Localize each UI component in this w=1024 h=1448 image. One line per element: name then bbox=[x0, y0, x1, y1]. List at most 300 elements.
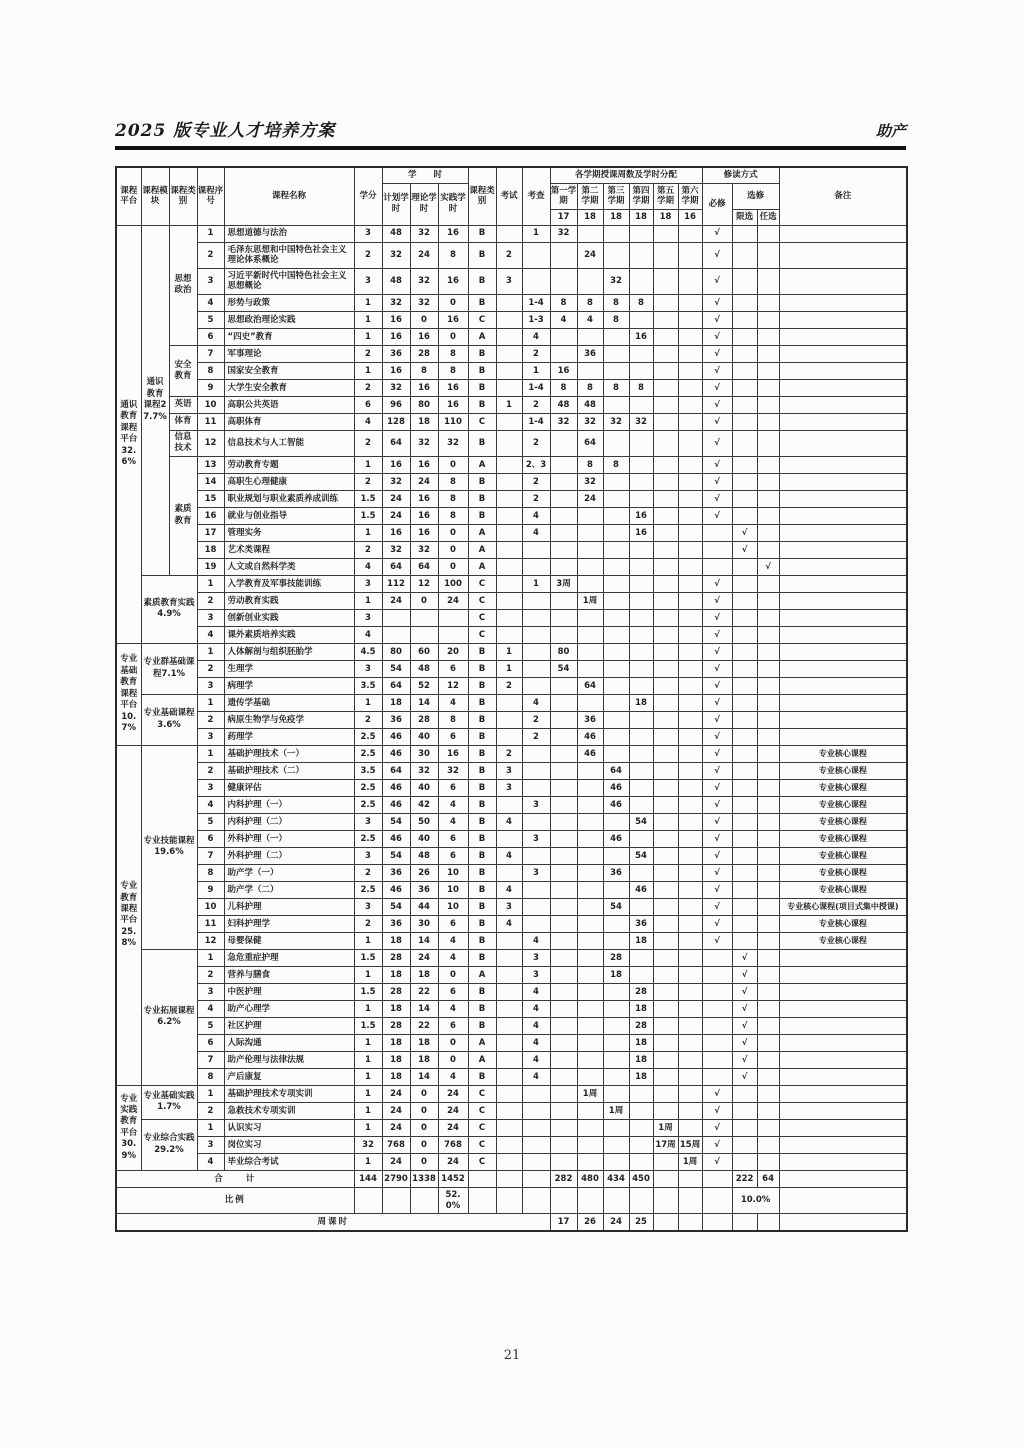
required-mark-cell: √ bbox=[702, 346, 732, 363]
exam-semester-cell bbox=[496, 1034, 522, 1051]
semester-hours-cell bbox=[653, 558, 678, 575]
semester-hours-cell bbox=[653, 694, 678, 711]
required-mark-cell: √ bbox=[702, 694, 732, 711]
optional-mark-cell bbox=[757, 1034, 779, 1051]
remark-cell: 专业核心课程 bbox=[779, 932, 907, 949]
course-row bbox=[116, 864, 907, 881]
limited-mark-cell bbox=[732, 711, 757, 728]
course-type-cell: B bbox=[468, 346, 496, 363]
limited-mark-cell bbox=[732, 473, 757, 490]
course-name-cell: 课外素质培养实践 bbox=[224, 626, 354, 643]
course-row bbox=[116, 225, 907, 242]
course-type-cell: B bbox=[468, 711, 496, 728]
total-semester-cell: 480 bbox=[577, 1170, 603, 1187]
practice-hours-cell: 6 bbox=[438, 915, 468, 932]
semester-hours-cell bbox=[550, 677, 577, 694]
planned-hours-cell: 16 bbox=[382, 329, 410, 346]
semester-hours-cell bbox=[678, 1085, 702, 1102]
semester-hours-cell bbox=[653, 1017, 678, 1034]
seq-cell: 1 bbox=[197, 1085, 224, 1102]
practice-hours-cell: 16 bbox=[438, 268, 468, 294]
check-semester-cell: 1-4 bbox=[522, 380, 550, 397]
practice-hours-cell: 4 bbox=[438, 694, 468, 711]
required-mark-cell bbox=[702, 541, 732, 558]
semester-hours-cell bbox=[678, 507, 702, 524]
course-name-cell: 高职体育 bbox=[224, 414, 354, 431]
header-rule bbox=[115, 146, 906, 150]
practice-hours-cell: 16 bbox=[438, 225, 468, 242]
optional-mark-cell bbox=[757, 1051, 779, 1068]
required-mark-cell: √ bbox=[702, 268, 732, 294]
remark-cell: 专业核心课程 bbox=[779, 864, 907, 881]
semester-hours-cell bbox=[653, 312, 678, 329]
seq-cell: 1 bbox=[197, 949, 224, 966]
limited-mark-cell bbox=[732, 490, 757, 507]
semester-hours-cell bbox=[550, 779, 577, 796]
practice-hours-cell: 0 bbox=[438, 1051, 468, 1068]
check-semester-cell bbox=[522, 915, 550, 932]
limited-mark-cell bbox=[732, 346, 757, 363]
col-header-semester-4: 第四学期 bbox=[629, 183, 653, 209]
limited-mark-cell bbox=[732, 312, 757, 329]
course-name-cell: 高职公共英语 bbox=[224, 397, 354, 414]
credits-cell: 1 bbox=[354, 524, 382, 541]
required-mark-cell: √ bbox=[702, 898, 732, 915]
semester-hours-cell bbox=[603, 346, 629, 363]
semester-hours-cell bbox=[678, 728, 702, 745]
practice-hours-cell: 24 bbox=[438, 1153, 468, 1170]
semester-hours-cell bbox=[629, 1119, 653, 1136]
exam-semester-cell: 4 bbox=[496, 915, 522, 932]
semester-hours-cell bbox=[577, 541, 603, 558]
cell bbox=[496, 1170, 522, 1187]
planned-hours-cell: 28 bbox=[382, 949, 410, 966]
limited-mark-cell bbox=[732, 643, 757, 660]
course-type-cell: B bbox=[468, 898, 496, 915]
module-cell: 专业群基础课程7.1% bbox=[141, 643, 197, 694]
planned-hours-cell: 48 bbox=[382, 268, 410, 294]
required-mark-cell: √ bbox=[702, 575, 732, 592]
semester-hours-cell bbox=[653, 414, 678, 431]
theory-hours-cell: 30 bbox=[410, 745, 438, 762]
course-name-cell: 大学生安全教育 bbox=[224, 380, 354, 397]
course-type-cell: B bbox=[468, 1017, 496, 1034]
semester-hours-cell bbox=[577, 1153, 603, 1170]
limited-mark-cell bbox=[732, 431, 757, 457]
total-limited-cell: 222 bbox=[732, 1170, 757, 1187]
weekly-semester-cell: 25 bbox=[629, 1214, 653, 1231]
semester-hours-cell bbox=[603, 847, 629, 864]
exam-semester-cell bbox=[496, 414, 522, 431]
required-mark-cell: √ bbox=[702, 830, 732, 847]
semester-hours-cell bbox=[678, 932, 702, 949]
course-type-cell: A bbox=[468, 524, 496, 541]
semester-hours-cell bbox=[653, 225, 678, 242]
semester-hours-cell bbox=[653, 728, 678, 745]
theory-hours-cell: 0 bbox=[410, 1102, 438, 1119]
course-row bbox=[116, 490, 907, 507]
course-name-cell: 药理学 bbox=[224, 728, 354, 745]
course-name-cell: 管理实务 bbox=[224, 524, 354, 541]
seq-cell: 2 bbox=[197, 592, 224, 609]
theory-hours-cell: 30 bbox=[410, 915, 438, 932]
semester-hours-cell bbox=[577, 898, 603, 915]
col-header-semester-3: 第三学期 bbox=[603, 183, 629, 209]
course-name-cell: 认识实习 bbox=[224, 1119, 354, 1136]
exam-semester-cell bbox=[496, 796, 522, 813]
seq-cell: 8 bbox=[197, 864, 224, 881]
check-semester-cell bbox=[522, 1085, 550, 1102]
optional-mark-cell bbox=[757, 312, 779, 329]
exam-semester-cell: 3 bbox=[496, 779, 522, 796]
semester-hours-cell bbox=[629, 346, 653, 363]
planned-hours-cell: 18 bbox=[382, 1068, 410, 1085]
category-cell: 素质教育 bbox=[169, 456, 197, 575]
semester-hours-cell bbox=[653, 541, 678, 558]
cell bbox=[496, 1187, 522, 1213]
seq-cell: 19 bbox=[197, 558, 224, 575]
remark-cell: 专业核心课程 bbox=[779, 915, 907, 932]
semester-hours-cell: 18 bbox=[629, 1068, 653, 1085]
check-semester-cell bbox=[522, 609, 550, 626]
module-cell: 通识教育课程27.7% bbox=[141, 225, 169, 575]
check-semester-cell: 2 bbox=[522, 490, 550, 507]
optional-mark-cell bbox=[757, 609, 779, 626]
platform-cell: 专业教育课程平台25.8% bbox=[116, 745, 141, 1085]
module-cell: 专业技能课程19.6% bbox=[141, 745, 197, 949]
col-header-study-mode: 修读方式 bbox=[702, 167, 779, 183]
seq-cell: 17 bbox=[197, 524, 224, 541]
practice-hours-cell: 4 bbox=[438, 932, 468, 949]
check-semester-cell: 4 bbox=[522, 524, 550, 541]
course-type-cell: C bbox=[468, 312, 496, 329]
semester-hours-cell: 48 bbox=[550, 397, 577, 414]
semester-hours-cell bbox=[678, 397, 702, 414]
module-cell: 专业基础课程3.6% bbox=[141, 694, 197, 745]
semester-hours-cell bbox=[603, 1085, 629, 1102]
category-cell: 思想政治 bbox=[169, 225, 197, 346]
theory-hours-cell: 18 bbox=[410, 966, 438, 983]
semester-hours-cell bbox=[603, 473, 629, 490]
semester-hours-cell: 1周 bbox=[577, 1085, 603, 1102]
total-credits-cell: 144 bbox=[354, 1170, 382, 1187]
semester-hours-cell bbox=[550, 1068, 577, 1085]
semester-hours-cell bbox=[603, 592, 629, 609]
practice-hours-cell: 16 bbox=[438, 745, 468, 762]
semester-weeks-2: 18 bbox=[577, 209, 603, 225]
seq-cell: 8 bbox=[197, 1068, 224, 1085]
seq-cell: 9 bbox=[197, 380, 224, 397]
page-number: 21 bbox=[503, 1348, 521, 1363]
optional-mark-cell bbox=[757, 346, 779, 363]
optional-mark-cell: √ bbox=[757, 558, 779, 575]
semester-hours-cell bbox=[629, 898, 653, 915]
course-type-cell: C bbox=[468, 1085, 496, 1102]
semester-hours-cell bbox=[629, 558, 653, 575]
course-row bbox=[116, 592, 907, 609]
semester-hours-cell: 32 bbox=[577, 414, 603, 431]
credits-cell: 3 bbox=[354, 575, 382, 592]
semester-hours-cell bbox=[653, 660, 678, 677]
check-semester-cell: 1-4 bbox=[522, 414, 550, 431]
col-header-course-name: 课程名称 bbox=[224, 167, 354, 225]
credits-cell: 1 bbox=[354, 966, 382, 983]
practice-hours-cell: 32 bbox=[438, 762, 468, 779]
theory-hours-cell: 28 bbox=[410, 711, 438, 728]
limited-mark-cell bbox=[732, 225, 757, 242]
optional-mark-cell bbox=[757, 456, 779, 473]
check-semester-cell: 1-3 bbox=[522, 312, 550, 329]
semester-hours-cell bbox=[577, 779, 603, 796]
semester-hours-cell: 36 bbox=[577, 346, 603, 363]
course-name-cell: 思想道德与法治 bbox=[224, 225, 354, 242]
semester-hours-cell bbox=[550, 932, 577, 949]
theory-hours-cell: 24 bbox=[410, 949, 438, 966]
cell bbox=[468, 1187, 496, 1213]
practice-hours-cell: 24 bbox=[438, 1119, 468, 1136]
remark-cell bbox=[779, 966, 907, 983]
optional-mark-cell bbox=[757, 242, 779, 268]
practice-hours-cell: 4 bbox=[438, 813, 468, 830]
semester-hours-cell bbox=[629, 609, 653, 626]
semester-hours-cell bbox=[678, 762, 702, 779]
seq-cell: 3 bbox=[197, 779, 224, 796]
theory-hours-cell: 60 bbox=[410, 643, 438, 660]
weekly-semester-cell: 17 bbox=[550, 1214, 577, 1231]
limited-mark-cell: √ bbox=[732, 983, 757, 1000]
required-mark-cell bbox=[702, 966, 732, 983]
seq-cell: 1 bbox=[197, 225, 224, 242]
course-row bbox=[116, 694, 907, 711]
semester-hours-cell bbox=[577, 660, 603, 677]
exam-semester-cell bbox=[496, 1000, 522, 1017]
optional-mark-cell bbox=[757, 762, 779, 779]
planned-hours-cell: 96 bbox=[382, 397, 410, 414]
semester-hours-cell bbox=[550, 830, 577, 847]
exam-semester-cell bbox=[496, 949, 522, 966]
semester-hours-cell bbox=[653, 1000, 678, 1017]
seq-cell: 4 bbox=[197, 295, 224, 312]
semester-hours-cell bbox=[629, 1153, 653, 1170]
optional-mark-cell bbox=[757, 779, 779, 796]
semester-hours-cell bbox=[629, 242, 653, 268]
planned-hours-cell: 32 bbox=[382, 473, 410, 490]
semester-hours-cell bbox=[603, 1153, 629, 1170]
credits-cell: 2.5 bbox=[354, 830, 382, 847]
course-type-cell: B bbox=[468, 847, 496, 864]
course-name-cell: 助产学（一） bbox=[224, 864, 354, 881]
optional-mark-cell bbox=[757, 268, 779, 294]
remark-cell bbox=[779, 346, 907, 363]
optional-mark-cell bbox=[757, 949, 779, 966]
remark-cell bbox=[779, 1102, 907, 1119]
check-semester-cell: 3 bbox=[522, 830, 550, 847]
semester-hours-cell bbox=[653, 456, 678, 473]
col-header-credits: 学分 bbox=[354, 167, 382, 225]
seq-cell: 11 bbox=[197, 414, 224, 431]
semester-hours-cell: 8 bbox=[550, 295, 577, 312]
course-type-cell: B bbox=[468, 490, 496, 507]
credits-cell: 2 bbox=[354, 711, 382, 728]
total-semester-cell bbox=[653, 1170, 678, 1187]
course-name-cell: 社区护理 bbox=[224, 1017, 354, 1034]
practice-hours-cell: 6 bbox=[438, 983, 468, 1000]
semester-hours-cell bbox=[678, 329, 702, 346]
curriculum-body bbox=[116, 225, 907, 1231]
limited-mark-cell: √ bbox=[732, 1017, 757, 1034]
theory-hours-cell: 22 bbox=[410, 1017, 438, 1034]
category-cell: 安全教育 bbox=[169, 346, 197, 397]
planned-hours-cell: 24 bbox=[382, 1153, 410, 1170]
practice-hours-cell: 4 bbox=[438, 949, 468, 966]
credits-cell: 1.5 bbox=[354, 983, 382, 1000]
col-header-semester-1: 第一学期 bbox=[550, 183, 577, 209]
required-mark-cell: √ bbox=[702, 643, 732, 660]
planned-hours-cell: 16 bbox=[382, 363, 410, 380]
remark-cell bbox=[779, 677, 907, 694]
remark-cell bbox=[779, 490, 907, 507]
semester-hours-cell bbox=[653, 643, 678, 660]
semester-hours-cell bbox=[550, 524, 577, 541]
credits-cell: 1 bbox=[354, 329, 382, 346]
seq-cell: 6 bbox=[197, 830, 224, 847]
credits-cell: 1 bbox=[354, 1119, 382, 1136]
semester-hours-cell bbox=[678, 1034, 702, 1051]
semester-hours-cell bbox=[653, 745, 678, 762]
semester-weeks-5: 18 bbox=[653, 209, 678, 225]
semester-hours-cell bbox=[603, 242, 629, 268]
semester-hours-cell bbox=[653, 1085, 678, 1102]
limited-mark-cell bbox=[732, 932, 757, 949]
credits-cell: 1 bbox=[354, 1068, 382, 1085]
required-mark-cell: √ bbox=[702, 414, 732, 431]
header-row-1 bbox=[116, 167, 907, 183]
limited-mark-cell bbox=[732, 745, 757, 762]
course-row bbox=[116, 1034, 907, 1051]
course-row bbox=[116, 268, 907, 294]
planned-hours-cell: 46 bbox=[382, 881, 410, 898]
total-label-cell: 合 计 bbox=[116, 1170, 354, 1187]
exam-semester-cell bbox=[496, 983, 522, 1000]
limited-mark-cell bbox=[732, 677, 757, 694]
required-mark-cell: √ bbox=[702, 431, 732, 457]
semester-hours-cell bbox=[577, 329, 603, 346]
practice-hours-cell: 16 bbox=[438, 380, 468, 397]
course-row bbox=[116, 643, 907, 660]
semester-hours-cell: 36 bbox=[603, 864, 629, 881]
planned-hours-cell: 32 bbox=[382, 295, 410, 312]
theory-hours-cell: 18 bbox=[410, 1034, 438, 1051]
semester-hours-cell: 4 bbox=[577, 312, 603, 329]
limited-mark-cell: √ bbox=[732, 524, 757, 541]
exam-semester-cell bbox=[496, 864, 522, 881]
check-semester-cell: 4 bbox=[522, 694, 550, 711]
semester-hours-cell bbox=[653, 711, 678, 728]
cell bbox=[702, 1214, 732, 1231]
semester-hours-cell bbox=[603, 711, 629, 728]
remark-cell bbox=[779, 711, 907, 728]
semester-hours-cell bbox=[603, 558, 629, 575]
seq-cell: 6 bbox=[197, 329, 224, 346]
theory-hours-cell: 24 bbox=[410, 242, 438, 268]
credits-cell: 1 bbox=[354, 694, 382, 711]
theory-hours-cell: 14 bbox=[410, 1068, 438, 1085]
limited-mark-cell bbox=[732, 864, 757, 881]
remark-cell bbox=[779, 1051, 907, 1068]
required-mark-cell: √ bbox=[702, 507, 732, 524]
course-name-cell: 人文或自然科学类 bbox=[224, 558, 354, 575]
optional-mark-cell bbox=[757, 830, 779, 847]
optional-mark-cell bbox=[757, 745, 779, 762]
course-row bbox=[116, 346, 907, 363]
remark-cell bbox=[779, 694, 907, 711]
required-mark-cell: √ bbox=[702, 473, 732, 490]
course-name-cell: “四史”教育 bbox=[224, 329, 354, 346]
semester-hours-cell: 46 bbox=[629, 881, 653, 898]
seq-cell: 3 bbox=[197, 609, 224, 626]
planned-hours-cell: 64 bbox=[382, 431, 410, 457]
semester-hours-cell: 18 bbox=[629, 1000, 653, 1017]
semester-hours-cell bbox=[550, 490, 577, 507]
practice-hours-cell: 4 bbox=[438, 1000, 468, 1017]
planned-hours-cell: 24 bbox=[382, 1102, 410, 1119]
optional-mark-cell bbox=[757, 915, 779, 932]
semester-hours-cell bbox=[653, 881, 678, 898]
semester-hours-cell bbox=[603, 225, 629, 242]
course-type-cell: B bbox=[468, 242, 496, 268]
theory-hours-cell: 8 bbox=[410, 363, 438, 380]
practice-hours-cell: 10 bbox=[438, 881, 468, 898]
planned-hours-cell: 32 bbox=[382, 380, 410, 397]
course-name-cell: 健康评估 bbox=[224, 779, 354, 796]
remark-cell bbox=[779, 983, 907, 1000]
optional-mark-cell bbox=[757, 541, 779, 558]
seq-cell: 3 bbox=[197, 268, 224, 294]
optional-mark-cell bbox=[757, 380, 779, 397]
required-mark-cell: √ bbox=[702, 745, 732, 762]
exam-semester-cell: 4 bbox=[496, 813, 522, 830]
theory-hours-cell: 16 bbox=[410, 456, 438, 473]
practice-hours-cell: 0 bbox=[438, 329, 468, 346]
required-mark-cell: √ bbox=[702, 295, 732, 312]
planned-hours-cell: 36 bbox=[382, 915, 410, 932]
course-name-cell: 生理学 bbox=[224, 660, 354, 677]
course-row bbox=[116, 728, 907, 745]
course-name-cell: 习近平新时代中国特色社会主义思想概论 bbox=[224, 268, 354, 294]
check-semester-cell bbox=[522, 847, 550, 864]
exam-semester-cell bbox=[496, 728, 522, 745]
check-semester-cell bbox=[522, 643, 550, 660]
course-type-cell: A bbox=[468, 456, 496, 473]
optional-mark-cell bbox=[757, 1017, 779, 1034]
check-semester-cell: 4 bbox=[522, 1034, 550, 1051]
check-semester-cell bbox=[522, 1102, 550, 1119]
semester-hours-cell bbox=[629, 456, 653, 473]
course-type-cell: C bbox=[468, 1102, 496, 1119]
limited-mark-cell bbox=[732, 558, 757, 575]
required-mark-cell: √ bbox=[702, 660, 732, 677]
course-type-cell: C bbox=[468, 609, 496, 626]
course-name-cell: 内科护理（一） bbox=[224, 796, 354, 813]
semester-hours-cell bbox=[678, 1102, 702, 1119]
semester-hours-cell bbox=[678, 660, 702, 677]
curriculum-table bbox=[115, 166, 908, 1232]
practice-hours-cell: 12 bbox=[438, 677, 468, 694]
credits-cell: 2 bbox=[354, 380, 382, 397]
seq-cell: 3 bbox=[197, 728, 224, 745]
optional-mark-cell bbox=[757, 1068, 779, 1085]
semester-hours-cell bbox=[678, 363, 702, 380]
